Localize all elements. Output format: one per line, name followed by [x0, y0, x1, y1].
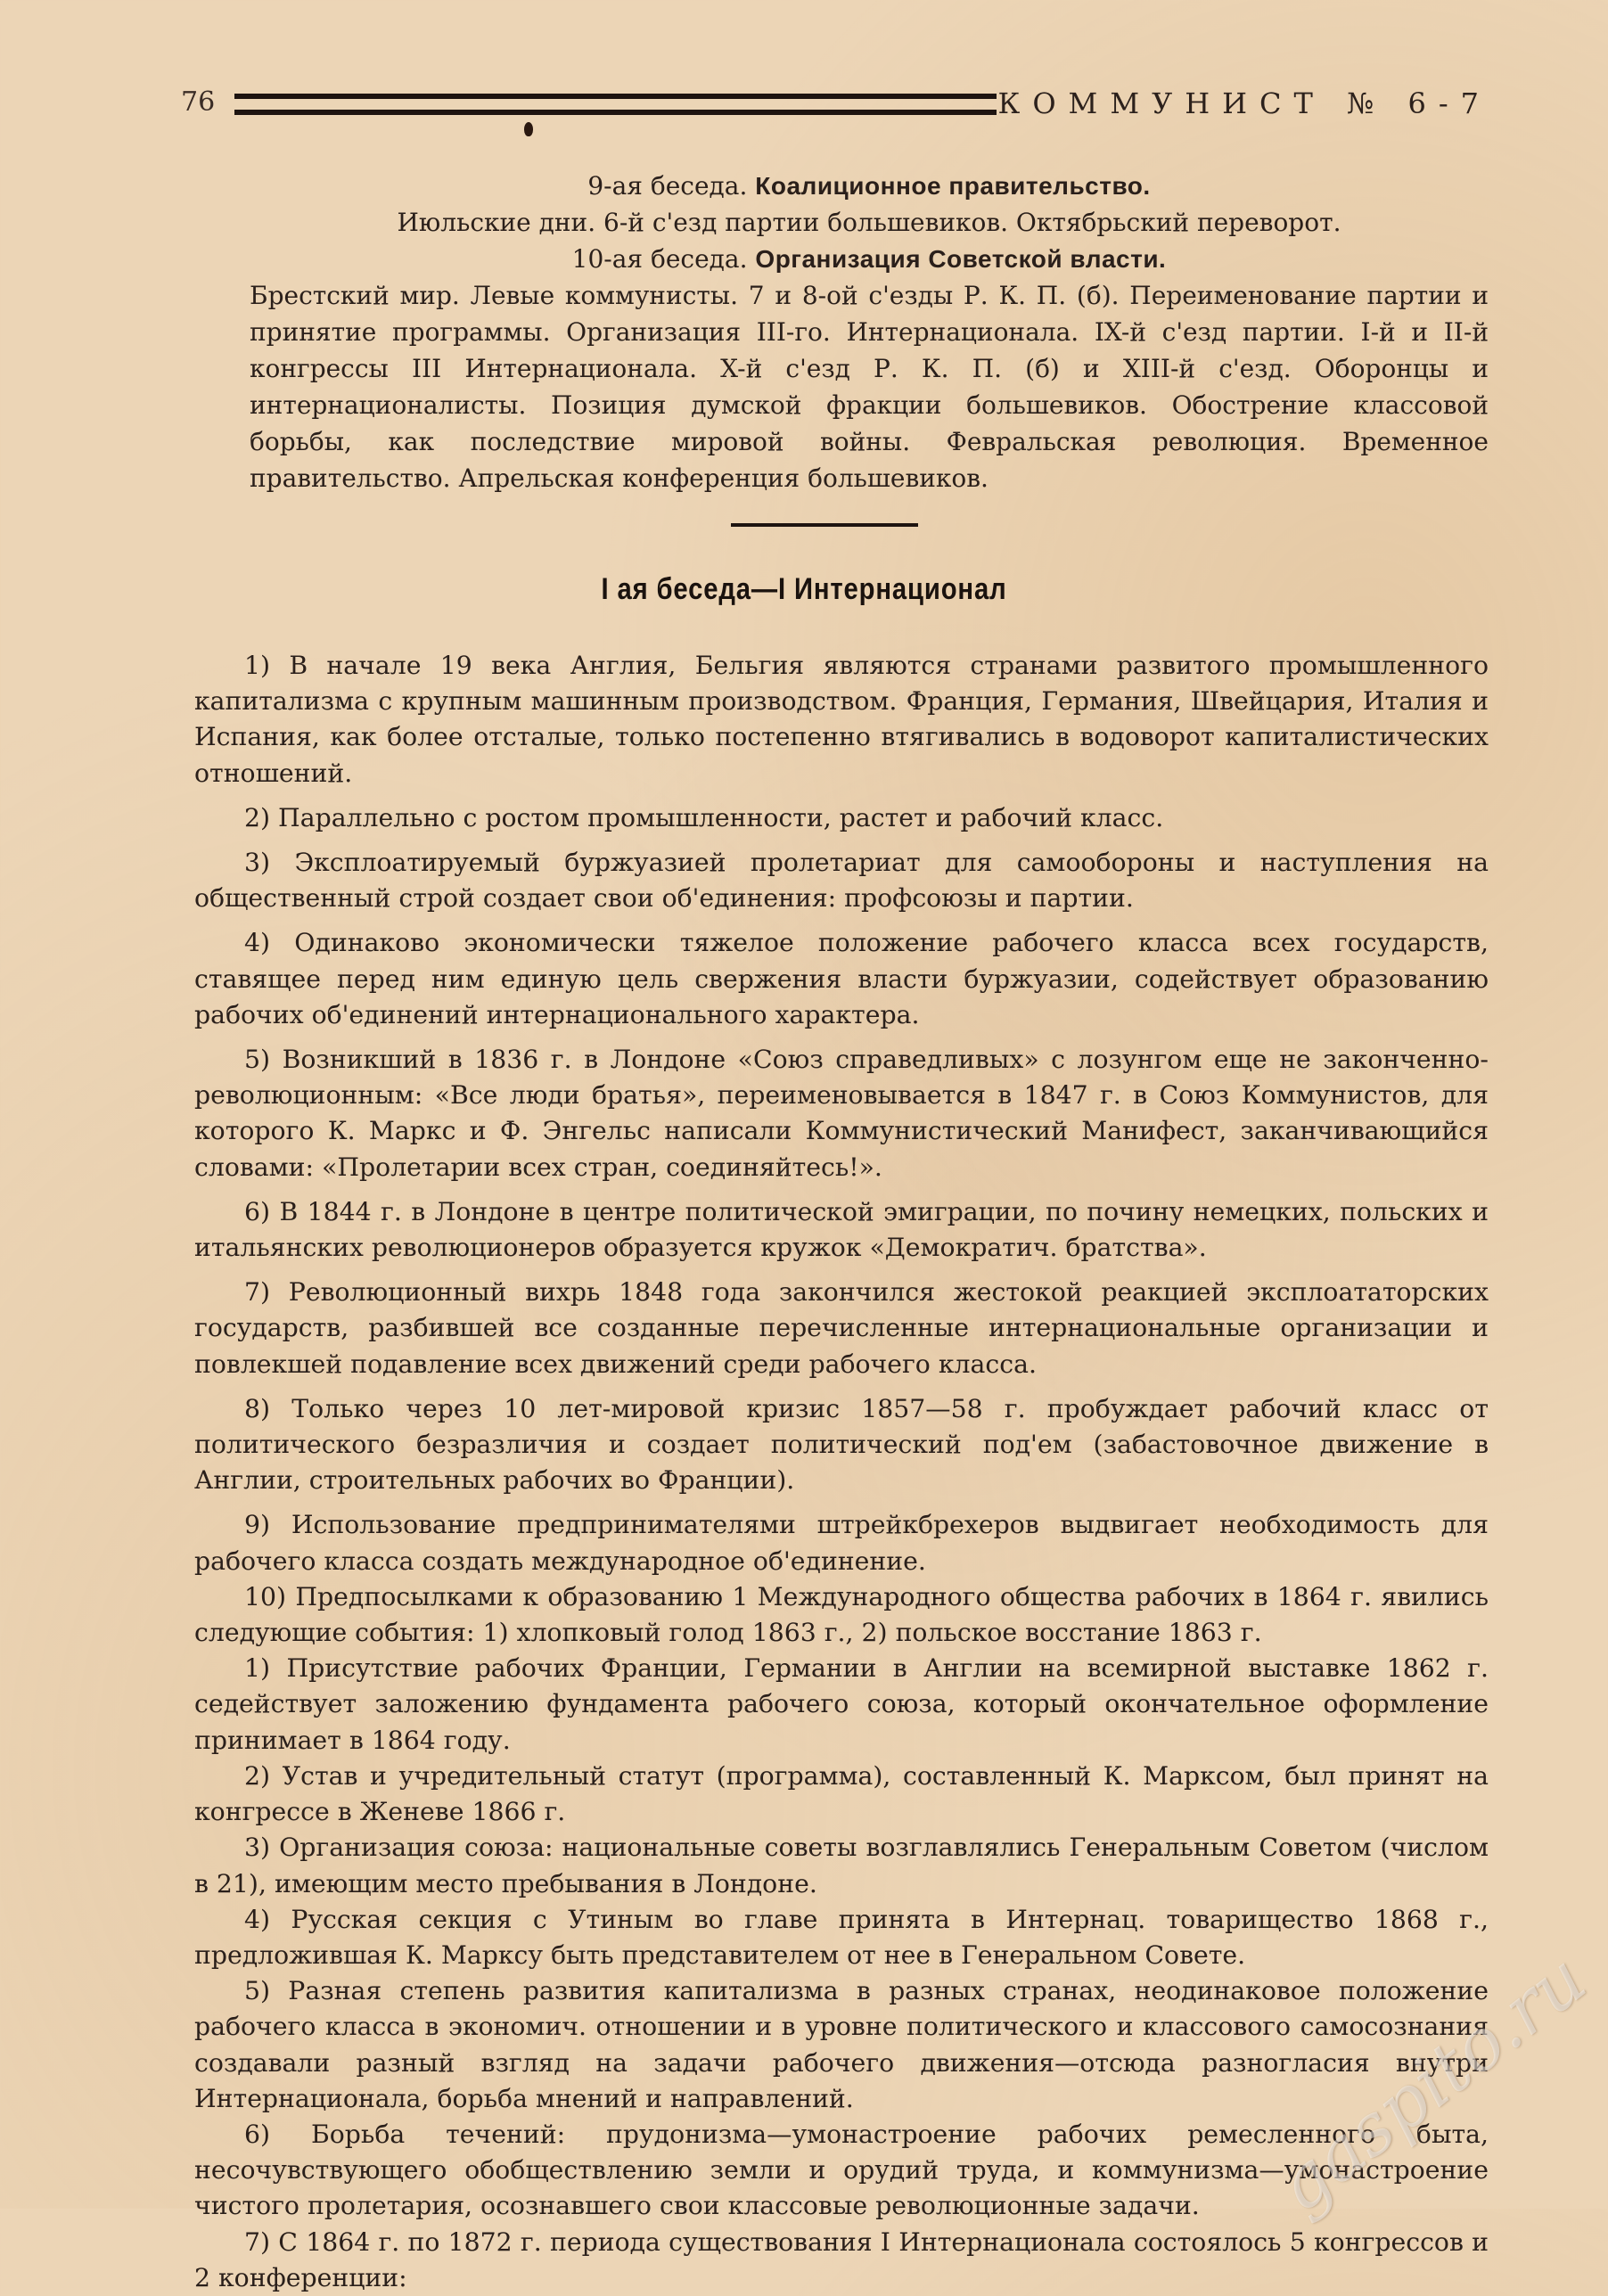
paragraph: 2) Параллельно с ростом промышленности, растет и рабочий класс. — [244, 802, 1164, 832]
section-divider — [731, 523, 918, 527]
paragraph: 4) Одинаково экономически тяжелое положение рабочего класса всех государств, ставящее перед ним единую цель свержения власти буржуазии, содействует образованию рабочих об'единений интернационального характера. — [194, 928, 1489, 1029]
paragraph: 3) Организация союза: национальные советы возглавлялись Генеральным Советом (числом в 21), имеющим место пребывания в Лондоне. — [194, 1833, 1489, 1898]
paragraph: 6) В 1844 г. в Лондоне в центре политической эмиграции, по почину немецких, польских и итальянских революционеров образуется кружок «Демократич. братства». — [194, 1196, 1489, 1263]
paragraph: 4) Русская секция с Утиным во главе принята в Интернац. товарищество 1868 г., предложившая К. Марксу быть представителем от нее в Генеральном Совете. — [194, 1904, 1489, 1970]
running-header — [181, 85, 1491, 129]
watermark: gaspito.ru — [1260, 1937, 1601, 2228]
outline-item-10-heading — [250, 241, 1489, 277]
lecture-outline — [250, 168, 1489, 496]
outline-item-10-prefix: 10-ая беседа. — [571, 244, 748, 274]
paragraph: 3) Эксплоатируемый буржуазией пролетариат для самообороны и наступления на общественный строй создает свои об'единения: профсоюзы и партии. — [194, 848, 1489, 914]
paragraph: 5) Возникший в 1836 г. в Лондоне «Союз справедливых» с лозунгом еще не законченно-революционным: «Все люди братья», переименовывается в 1847 г. в Союз Коммунистов, для которого К. Маркс и Ф. Энгельс написали Коммунистический Манифест, заканчивающийся словами: «Пролетарии всех стран, соединяйтесь!». — [194, 1045, 1489, 1182]
paragraph: 7) С 1864 г. по 1872 г. периода существования I Интернационала состоялось 5 конгрессов и 2 конференции: — [194, 2226, 1489, 2292]
paragraph: 2) Устав и учредительный статут (программа), составленный К. Марксом, был принят на конгрессе в Женеве 1866 г. — [194, 1760, 1489, 1827]
section-body — [194, 648, 1489, 2296]
outline-item-9-heading — [250, 168, 1489, 204]
outline-item-9-prefix: 9-ая беседа. — [587, 171, 748, 201]
paragraph: 9) Использование предпринимателями штрейкбрехеров выдвигает необходимость для рабочего класса создать международное об'единение. — [194, 1510, 1489, 1576]
outline-item-10-body: Брестский мир. Левые коммунисты. 7 и 8-ой с'езды Р. К. П. (б). Переименование партии и принятие программы. Организация III-го. Интернационала. IX-й с'езд партии. I-й и II-й конгрессы III Интернационала. X-й с'езд Р. К. П. (б) и XIII-й с'езд. Оборонцы и интернационалисты. Позиция думской фракции большевиков. Обострение классовой борьбы, как последствие мировой войны. Февральская революция. Временное правительство. Апрельская конференция большевиков. — [250, 281, 1489, 493]
ink-blot — [524, 122, 533, 136]
header-rule-top — [234, 94, 997, 99]
paragraph: 6) Борьба течений: прудонизма—умонастроение рабочих ремесленного быта, несочувствующего обобществлению земли и орудий труда, и коммунизма—умонастроение чистого пролетария, осознавшего свои классовые революционные задачи. — [194, 2119, 1489, 2221]
page-number: 76 — [181, 86, 216, 118]
paragraph: 5) Разная степень развития капитализма в разных странах, неодинаковое положение рабочего класса в экономич. отношении и в уровне политического и классового самосознания создавали разный взгляд на задачи рабочего движения—отсюда разногласия внутри Интернационала, борьба мнений и направлений. — [194, 1976, 1489, 2113]
outline-item-9-title: Коалиционное правительство. — [755, 172, 1151, 200]
journal-title: КОММУНИСТ № 6-7 — [997, 86, 1491, 120]
paragraph: 8) Только через 10 лет-мировой кризис 1857—58 г. пробуждает рабочий класс от политического безразличия и создает политический под'ем (забастовочное движение в Англии, строительных рабочих во Франции). — [194, 1393, 1489, 1496]
paragraph: 1) Присутствие рабочих Франции, Германии в Англии на всемирной выставке 1862 г. седействует заложению фундамента рабочего союза, который окончательное оформление принимает в 1864 году. — [194, 1653, 1489, 1755]
paragraph: 7) Революционный вихрь 1848 года закончился жестокой реакцией эксплоататорских государств, разбившей все созданные перечисленные интернациональные организации и повлекшей подавление всех движений среди рабочего класса. — [194, 1277, 1489, 1379]
paragraph: 10) Предпосылками к образованию 1 Международного общества рабочих в 1864 г. явились следующие события: 1) хлопковый голод 1863 г., 2) польское восстание 1863 г. — [194, 1581, 1489, 1648]
header-rule-bottom — [234, 110, 997, 115]
outline-item-10-title: Организация Советской власти. — [755, 245, 1167, 273]
outline-item-9-body: Июльские дни. 6-й с'езд партии большевиков. Октябрьский переворот. — [397, 208, 1341, 237]
paragraph: 1) В начале 19 века Англия, Бельгия являются странами развитого промышленного капитализма с крупным машинным производством. Франция, Германия, Швейцария, Италия и Испания, как более отсталые, только постепенно втягивались в водоворот капиталистических отношений. — [194, 651, 1489, 788]
section-title: I ая беседа—I Интернационал — [601, 572, 1007, 606]
